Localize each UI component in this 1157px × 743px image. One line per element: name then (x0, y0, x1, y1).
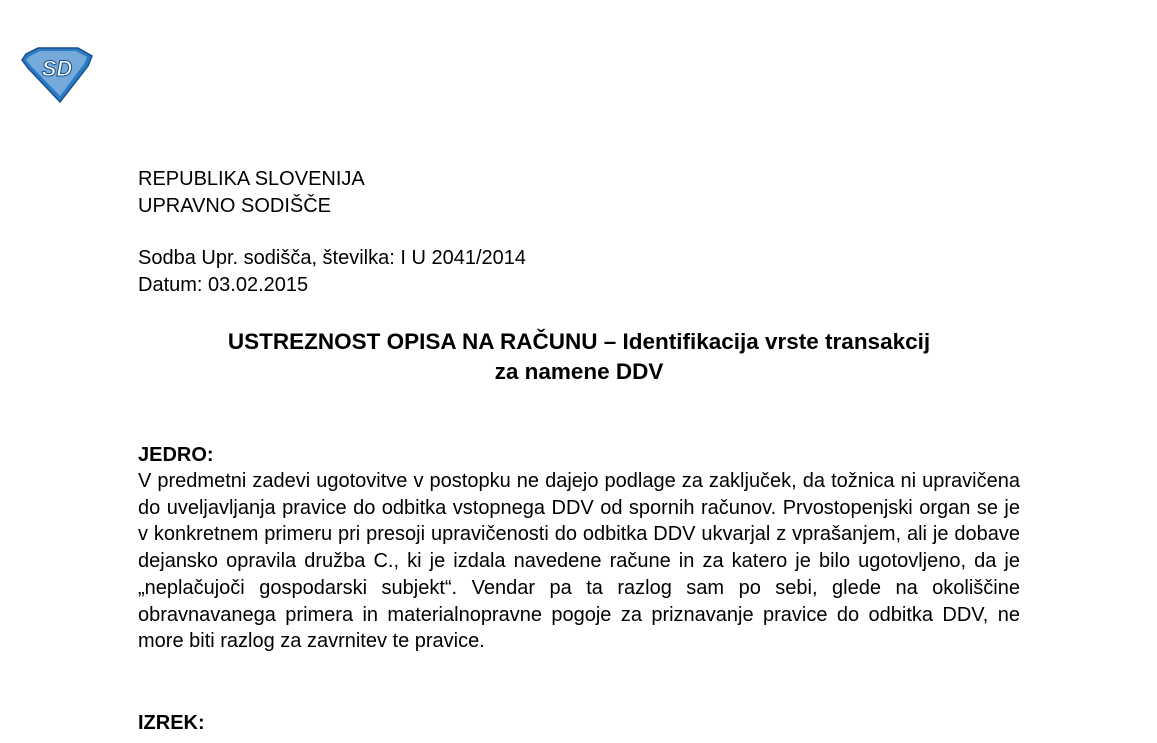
title-line-2: za namene DDV (494, 359, 664, 384)
document-title (138, 327, 1020, 387)
svg-text:SD: SD (41, 56, 73, 81)
jedro-heading: JEDRO: (138, 444, 214, 466)
izrek-text-cut-off (138, 736, 1020, 743)
case-date: Datum: 03.02.2015 (138, 274, 309, 296)
court-header (138, 166, 365, 220)
izrek-heading: IZREK: (138, 712, 205, 734)
court-name: UPRAVNO SODIŠČE (138, 195, 331, 217)
court-logo-icon (20, 46, 96, 104)
case-info (138, 245, 526, 299)
case-reference: Sodba Upr. sodišča, številka: I U 2041/2014 (138, 247, 527, 269)
country-name: REPUBLIKA SLOVENIJA (138, 168, 365, 190)
title-line-1: USTREZNOST OPISA NA RAČUNU – Identifikacija vrste transakcij (227, 329, 931, 354)
jedro-text: V predmetni zadevi ugotovitve v postopku ne dajejo podlage za zaključek, da tožnica ni upravičena do uveljavljanja pravice do odbitka vstopnega DDV od spornih računov. Prvostopenjski organ se je v konkretnem primeru pri presoji upravičenosti do odbitka DDV ukvarjal z vprašanjem, ali je dobave dejansko opravila družba C., ki je izdala navedene račune in za katero je bilo ugotovljeno, da je „neplačujoči gospodarski subjekt“. Vendar pa ta razlog sam po sebi, glede na okoliščine obravnavanega primera in materialnopravne pogoje za priznavanje pravice do odbitka DDV, ne more biti razlog za zavrnitev te pravice. (138, 470, 1020, 653)
